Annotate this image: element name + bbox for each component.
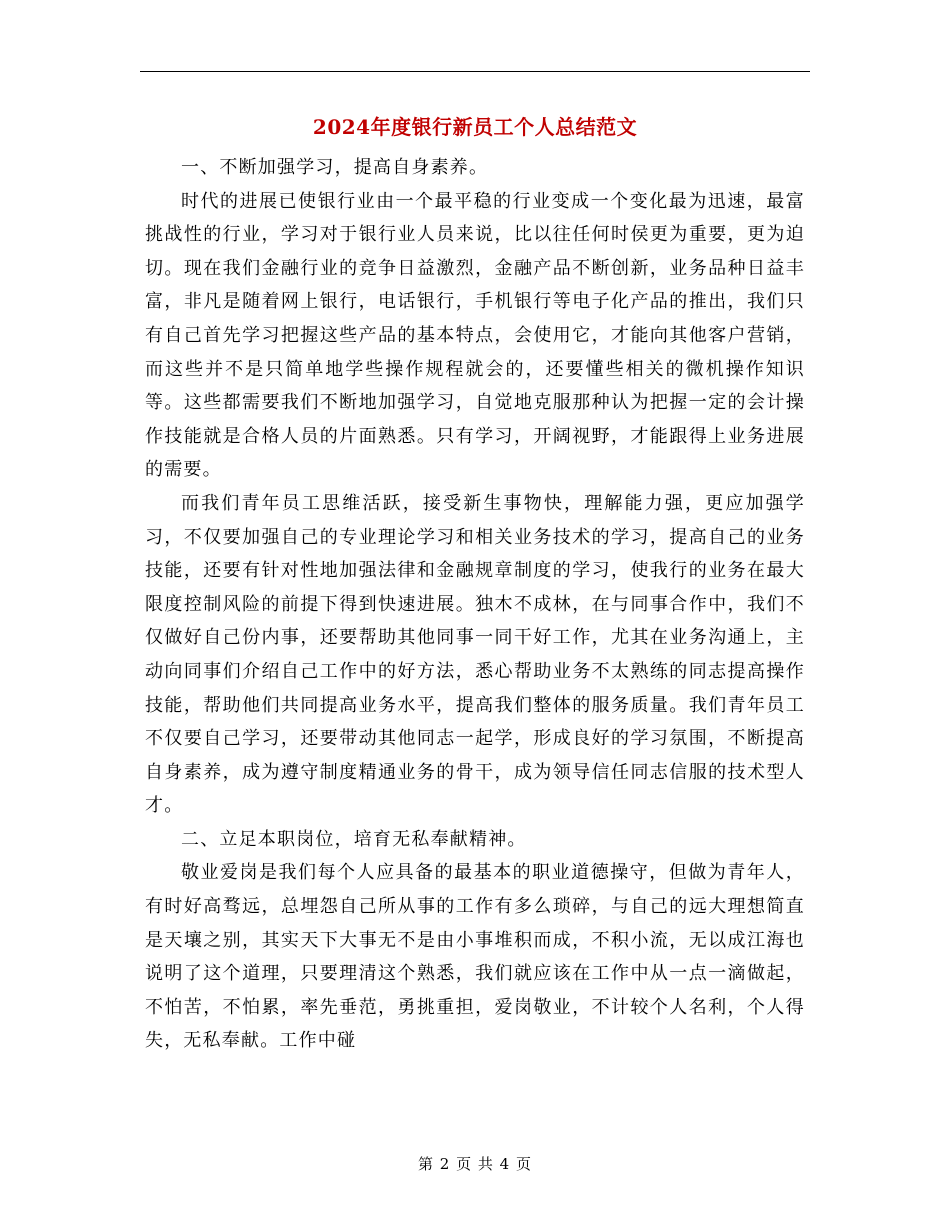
body-paragraph: 时代的进展已使银行业由一个最平稳的行业变成一个变化最为迅速，最富挑战性的行业，学习对于银行业人员来说，比以往任何时侯更为重要，更为迫切。现在我们金融行业的竞争日益激烈，金融产品不断创新，业务品种日益丰富，非凡是随着网上银行，电话银行，手机银行等电子化产品的推出，我们只有自己首先学习把握这些产品的基本特点，会使用它，才能向其他客户营销，而这些并不是只简单地学些操作规程就会的，还要懂些相关的微机操作知识等。这些都需要我们不断地加强学习，自觉地克服那种认为把握一定的会计操作技能就是合格人员的片面熟悉。只有学习，开阔视野，才能跟得上业务进展的需要。 xyxy=(145,190,805,481)
section-heading-2: 二、立足本职岗位，培育无私奉献精神。 xyxy=(181,828,527,850)
body-paragraph: 敬业爱岗是我们每个人应具备的最基本的职业道德操守，但做为青年人，有时好高骛远，总埋怨自己所从事的工作有多么琐碎，与自己的远大理想简直是天壤之别，其实天下大事无不是由小事堆积而成，不积小流，无以成江海也说明了这个道理，只要理清这个熟悉，我们就应该在工作中从一点一滴做起，不怕苦，不怕累，率先垂范，勇挑重担，爱岗敬业，不计较个人名利，个人得失，无私奉献。工作中碰 xyxy=(145,862,805,1052)
page-number-footer: 第 2 页 共 4 页 xyxy=(418,1155,532,1173)
body-paragraph: 而我们青年员工思维活跃，接受新生事物快，理解能力强，更应加强学习，不仅要加强自己的专业理论学习和相关业务技术的学习，提高自己的业务技能，还要有针对性地加强法律和金融规章制度的学习，使我行的业务在最大限度控制风险的前提下得到快速进展。独木不成林，在与同事合作中，我们不仅做好自己份内事，还要帮助其他同事一同干好工作，尤其在业务沟通上，主动向同事们介绍自己工作中的好方法，悉心帮助业务不太熟练的同志提高操作技能，帮助他们共同提高业务水平，提高我们整体的服务质量。我们青年员工不仅要自己学习，还要带动其他同志一起学，形成良好的学习氛围，不断提高自身素养，成为遵守制度精通业务的骨干，成为领导信任同志信服的技术型人才。 xyxy=(145,492,805,817)
document-body xyxy=(145,151,805,1058)
header-rule xyxy=(140,71,810,72)
section-heading-1: 一、不断加强学习，提高自身素养。 xyxy=(181,157,489,178)
document-title: 2024年度银行新员工个人总结范文 xyxy=(312,115,638,139)
